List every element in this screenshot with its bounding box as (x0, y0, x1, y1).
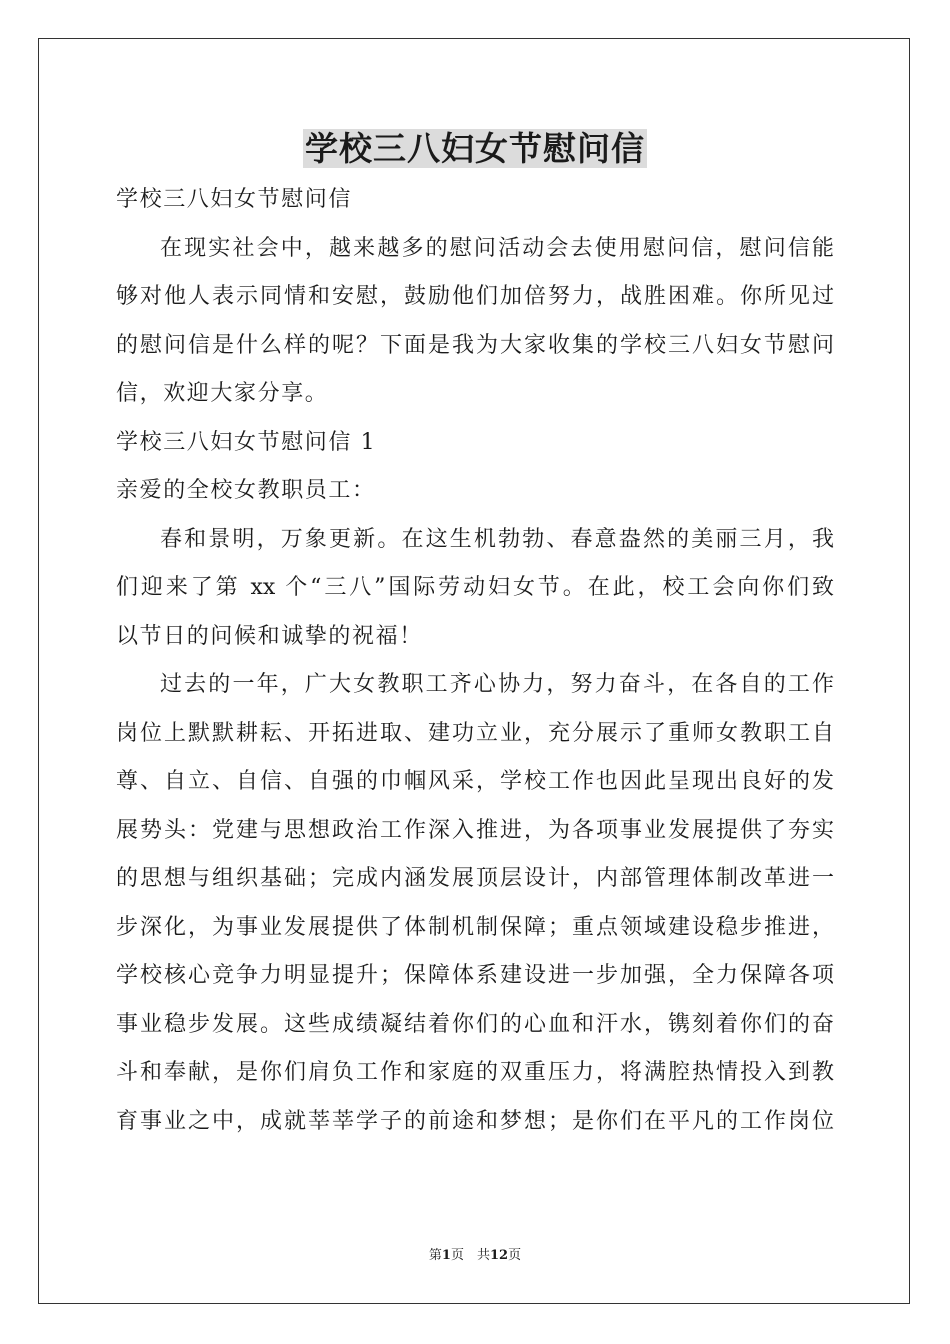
section-heading: 学校三八妇女节慰问信 1 (116, 429, 377, 455)
body-line: 展势头：党建与思想政治工作深入推进，为各项事业发展提供了夯实 (116, 817, 834, 843)
body-line: 春和景明，万象更新。在这生机勃勃、春意盎然的美丽三月，我 (160, 526, 834, 552)
body-line: 们迎来了第 xx 个“三八”国际劳动妇女节。在此，校工会向你们致 (116, 575, 834, 600)
body-line: 学校三八妇女节慰问信 (116, 187, 353, 212)
document-title-text: 学校三八妇女节慰问信 (305, 129, 645, 168)
page-suffix: 页 (508, 1248, 522, 1263)
body-line: 事业稳步发展。这些成绩凝结着你们的心血和汗水，镌刻着你们的奋 (116, 1011, 834, 1037)
body-line: 的慰问信是什么样的呢？下面是我为大家收集的学校三八妇女节慰问 (116, 332, 834, 358)
body-line: 信，欢迎大家分享。 (116, 381, 329, 406)
page-total: 12 (489, 1248, 509, 1263)
page-mid: 页 共 (450, 1248, 490, 1263)
body-line: 的思想与组织基础；完成内涵发展顶层设计，内部管理体制改革进一 (116, 866, 834, 891)
page-prefix: 第 (428, 1248, 442, 1263)
body-line: 岗位上默默耕耘、开拓进取、建功立业，充分展示了重师女教职工自 (116, 720, 834, 746)
document-title (0, 126, 950, 172)
body-line: 尊、自立、自信、自强的巾帼风采，学校工作也因此呈现出良好的发 (116, 769, 834, 794)
body-line: 步深化，为事业发展提供了体制机制保障；重点领域建设稳步推进， (116, 914, 834, 940)
body-line: 以节日的问候和诚挚的祝福！ (116, 623, 423, 649)
salutation: 亲爱的全校女教职员工： (116, 478, 376, 503)
document-body (116, 176, 834, 1146)
body-line: 在现实社会中，越来越多的慰问活动会去使用慰问信，慰问信能 (160, 235, 834, 261)
body-line: 育事业之中，成就莘莘学子的前途和梦想；是你们在平凡的工作岗位 (116, 1108, 834, 1134)
body-line: 学校核心竞争力明显提升；保障体系建设进一步加强，全力保障各项 (116, 963, 834, 988)
page-current: 1 (441, 1248, 451, 1263)
body-line: 够对他人表示同情和安慰，鼓励他们加倍努力，战胜困难。你所见过 (116, 284, 834, 309)
body-line: 斗和奉献，是你们肩负工作和家庭的双重压力，将满腔热情投入到教 (116, 1060, 834, 1085)
page-footer (0, 1246, 950, 1266)
body-line: 过去的一年，广大女教职工齐心协力，努力奋斗，在各自的工作 (160, 672, 834, 697)
